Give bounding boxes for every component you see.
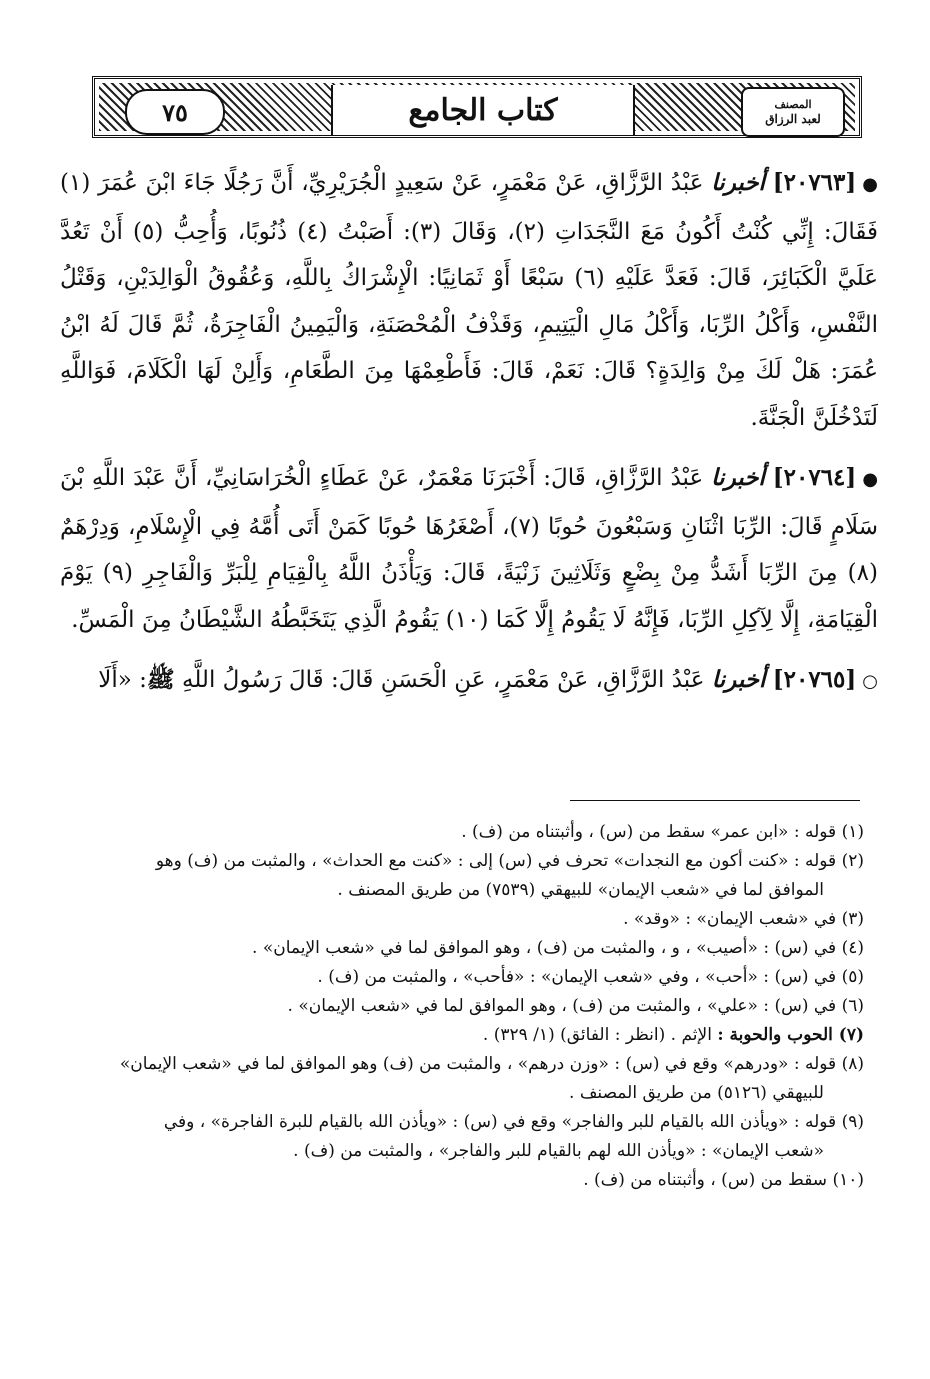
footnote-8-continued: للبيهقي (٥١٢٦) من طريق المصنف . <box>569 1083 824 1103</box>
footnote-text: سقط من (س) ، وأثبتناه من (ف) . <box>583 1170 828 1190</box>
footnote-2-continued: الموافق لما في «شعب الإيمان» للبيهقي (٧٥٣٩) من طريق المصنف . <box>337 880 824 900</box>
footnote-7 <box>64 1021 864 1050</box>
page-number-box <box>125 89 225 135</box>
footnote-lead: (٣) في <box>813 909 864 929</box>
emblem-line1: المصنف <box>774 98 812 111</box>
akhbarana-label: أخبرنا <box>711 666 766 693</box>
hadith-number: [٢٠٧٦٥] <box>772 666 857 693</box>
hadith-ending: : «أَلَا <box>98 667 147 693</box>
bullet-icon: ● <box>862 469 879 490</box>
chapter-title: كتاب الجامع <box>408 92 558 128</box>
footnote-9 <box>64 1108 864 1137</box>
footnote-text: (س) : «أحب» ، وفي «شعب الإيمان» : «فأحب» ، والمثبت من (ف) . <box>317 967 809 987</box>
footnote-text: «ويأذن الله بالقيام للبر والفاجر» وقع في (س) : «ويأذن الله بالقيام للبرة الفاجرة» ، وفي <box>163 1112 789 1132</box>
footnote-lead: (٨) قوله : <box>793 1054 864 1074</box>
hadith-number: [٢٠٧٦٤] <box>772 464 857 491</box>
footnote-lead: (٥) في <box>813 967 864 987</box>
footnote-text: الإثم . (انظر : الفائق) (١/ ٣٢٩) . <box>482 1025 712 1045</box>
main-text <box>60 160 878 720</box>
footnote-10 <box>64 1166 864 1195</box>
footnote-6 <box>64 992 864 1021</box>
footnote-8 <box>64 1050 864 1079</box>
page-number: ٧٥ <box>162 97 188 127</box>
salawat-symbol: ﷺ <box>146 666 175 693</box>
footnote-text: «ابن عمر» سقط من (س) ، وأثبتناه من (ف) . <box>461 822 789 842</box>
footnote-1 <box>64 818 864 847</box>
footnote-text: (س) : «علي» ، والمثبت من (ف) ، وهو الموافق لما في «شعب الإيمان» . <box>287 996 809 1016</box>
hadith-text: عَبْدُ الرَّزَّاقِ، عَنْ مَعْمَرٍ، عَنِ الْحَسَنِ قَالَ: قَالَ رَسُولُ اللَّهِ <box>181 667 705 693</box>
hadith-number: [٢٠٧٦٣] <box>772 169 857 196</box>
footnote-5 <box>64 963 864 992</box>
akhbarana-label: أخبرنا <box>711 464 765 491</box>
footnote-text: «كنت أكون مع النجدات» تحرف في (س) إلى : «كنت مع الحداث» ، والمثبت من (ف) وهو <box>155 851 789 871</box>
hadith-20765 <box>60 657 878 706</box>
hadith-20763 <box>60 160 878 441</box>
bullet-icon: ● <box>862 174 878 195</box>
emblem-line2: لعبد الرزاق <box>765 112 821 126</box>
footnote-lead: (١٠) <box>832 1170 864 1190</box>
header-title-box <box>331 85 635 135</box>
footnote-lead: (٤) في <box>813 938 864 958</box>
footnote-lead: (٧) الحوب والحوبة : <box>717 1025 864 1045</box>
footnote-lead: (٢) قوله : <box>793 851 864 871</box>
akhbarana-label: أخبرنا <box>711 169 765 196</box>
footnote-text: (س) : «أصيب» ، و ، والمثبت من (ف) ، وهو الموافق لما في «شعب الإيمان» . <box>252 938 809 958</box>
footnote-text: «ودرهم» وقع في (س) : «وزن درهم» ، والمثبت من (ف) وهو الموافق لما في «شعب الإيمان» <box>119 1054 789 1074</box>
footnote-3 <box>64 905 864 934</box>
footnote-4 <box>64 934 864 963</box>
hadith-text: عَبْدُ الرَّزَّاقِ، عَنْ مَعْمَرٍ، عَنْ سَعِيدٍ الْجُرَيْرِيِّ، أَنَّ رَجُلًا جَاءَ ابْنَ عُمَرَ (١) فَقَالَ: إِنِّي كُنْتُ أَكُونُ مَعَ النَّجَدَاتِ (٢)، وَقَالَ (٣): أَصَبْتُ (٤) ذُنُوبًا، وَأُحِبُّ (٥) أَنْ تَعُدَّ عَلَيَّ الْكَبَائِرَ، قَالَ: فَعَدَّ عَلَيْهِ (٦) سَبْعًا أَوْ ثَمَانِيًا: الْإِشْرَاكُ بِاللَّهِ، وَعُقُوقُ الْوَالِدَيْنِ، وَقَتْلُ النَّفْسِ، وَأَكْلُ الرِّبَا، وَأَكْلُ مَالِ الْيَتِيمِ، وَقَذْفُ الْمُحْصَنَةِ، وَالْيَمِينُ الْفَاجِرَةُ، ثُمَّ قَالَ لَهُ ابْنُ عُمَرَ: هَلْ لَكَ مِنْ وَالِدَةٍ؟ قَالَ: نَعَمْ، قَالَ: فَأَطْعِمْهَا مِنَ الطَّعَامِ، وَأَلِنْ لَهَا الْكَلَامَ، فَوَاللَّهِ لَتَدْخُلَنَّ الْجَنَّةَ. <box>60 170 878 431</box>
footnote-lead: (١) قوله : <box>793 822 864 842</box>
footnote-2 <box>64 847 864 876</box>
footnotes <box>64 818 864 1195</box>
footnote-text: «شعب الإيمان» : «وقد» . <box>623 909 809 929</box>
footnote-lead: (٩) قوله : <box>793 1112 864 1132</box>
footnote-9-continued: «شعب الإيمان» : «ويأذن الله لهم بالقيام للبر والفاجر» ، والمثبت من (ف) . <box>293 1141 824 1161</box>
page-header <box>92 76 862 138</box>
book-emblem <box>741 87 845 137</box>
footnote-divider <box>570 800 860 801</box>
hadith-text: عَبْدُ الرَّزَّاقِ، قَالَ: أَخْبَرَنَا مَعْمَرٌ، عَنْ عَطَاءٍ الْخُرَاسَانِيِّ، أَنَّ عَبْدَ اللَّهِ بْنَ سَلَامٍ قَالَ: الرِّبَا اثْنَانِ وَسَبْعُونَ حُوبًا (٧)، أَصْغَرُهَا حُوبًا كَمَنْ أَتَى أُمَّهُ فِي الْإِسْلَامِ، وَدِرْهَمٌ (٨) مِنَ الرِّبَا أَشَدُّ مِنْ بِضْعٍ وَثَلَاثِينَ زَنْيَةً، قَالَ: وَيَأْذَنُ اللَّهُ بِالْقِيَامِ لِلْبَرِّ وَالْفَاجِرِ (٩) يَوْمَ الْقِيَامَةِ، إِلَّا لِآكِلِ الرِّبَا، فَإِنَّهُ لَا يَقُومُ إِلَّا كَمَا (١٠) يَقُومُ الَّذِي يَتَخَبَّطُهُ الشَّيْطَانُ مِنَ الْمَسِّ. <box>60 465 878 633</box>
header-ornament-band <box>99 83 855 131</box>
hadith-20764 <box>60 455 878 643</box>
footnote-lead: (٦) في <box>813 996 864 1016</box>
hollow-circle-icon: ○ <box>862 671 878 692</box>
